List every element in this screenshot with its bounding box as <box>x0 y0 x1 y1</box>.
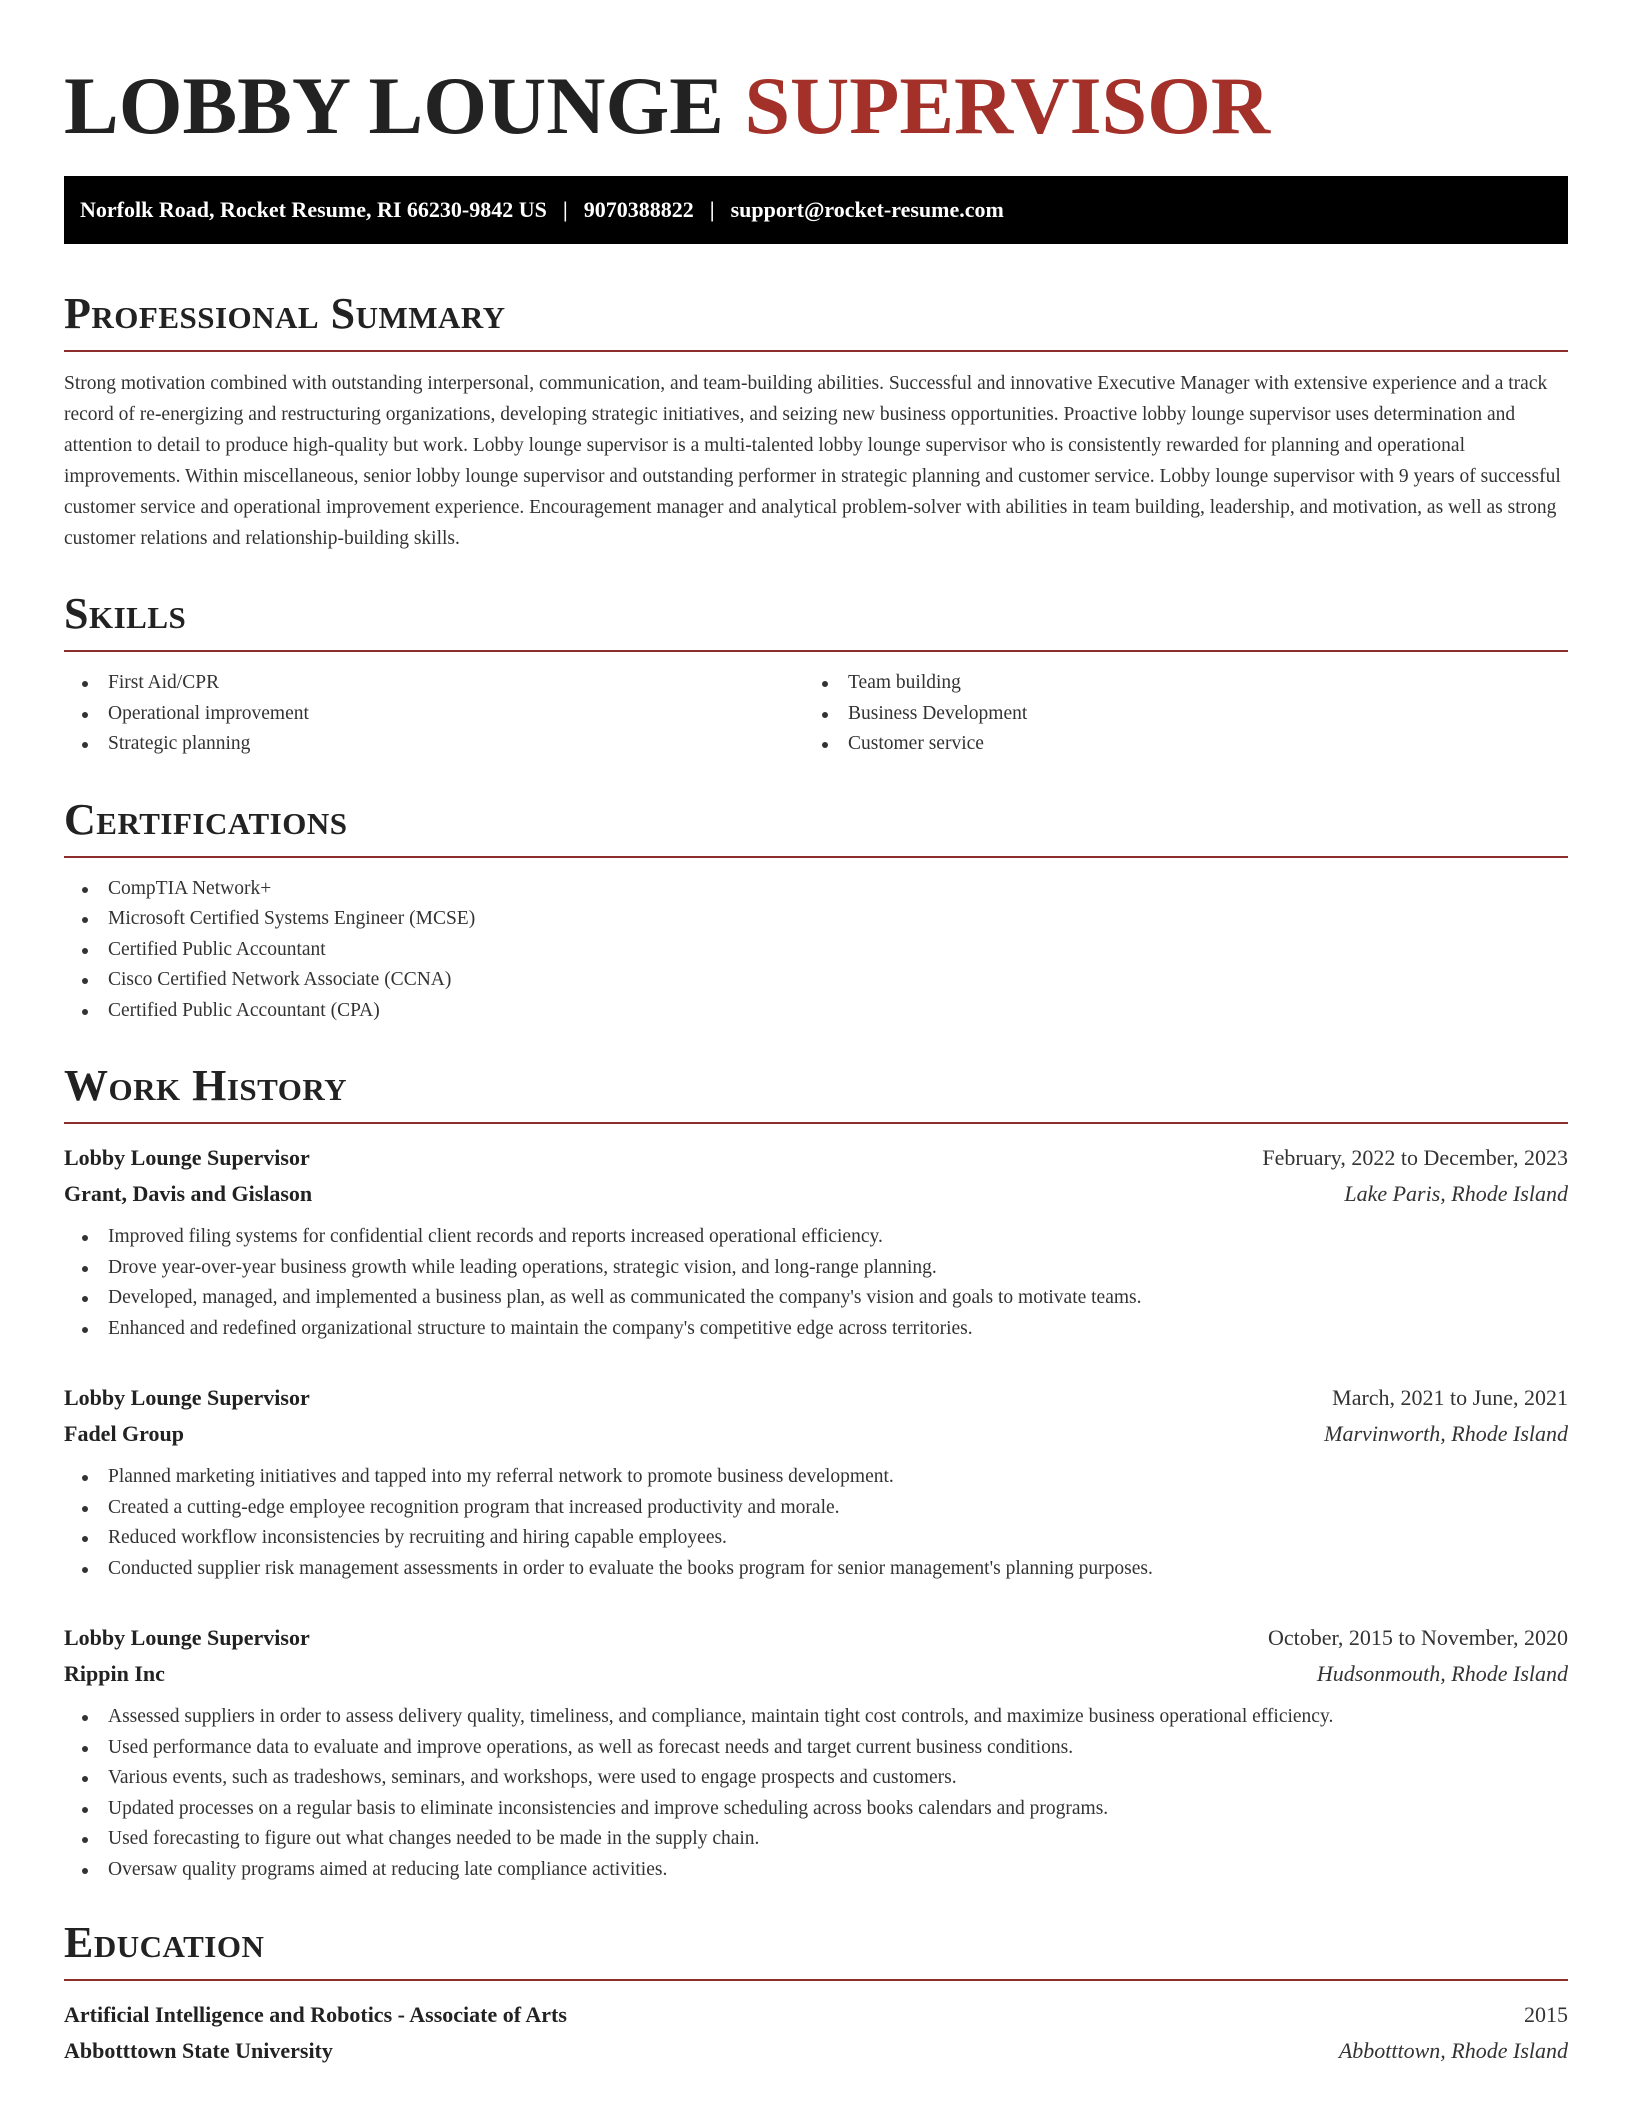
skill-item: Operational improvement <box>64 699 804 730</box>
name-first-part: LOBBY LOUNGE <box>64 60 724 151</box>
job-duty-item: Reduced workflow inconsistencies by recruiting and hiring capable employees. <box>64 1523 1568 1554</box>
section-divider <box>64 650 1568 652</box>
job-duty-item: Created a cutting-edge employee recognition program that increased productivity and morale. <box>64 1493 1568 1524</box>
skills-list-right <box>804 668 1544 760</box>
skill-item: First Aid/CPR <box>64 668 804 699</box>
job-entry <box>64 1140 1568 1344</box>
job-duty-item: Various events, such as tradeshows, seminars, and workshops, were used to engage prospects and customers. <box>64 1763 1568 1794</box>
education-header-row <box>64 1997 1568 2033</box>
job-duty-item: Used forecasting to figure out what changes needed to be made in the supply chain. <box>64 1824 1568 1855</box>
job-company-row <box>64 1656 1568 1692</box>
job-company: Rippin Inc <box>64 1661 165 1686</box>
job-duty-item: Developed, managed, and implemented a business plan, as well as communicated the company's vision and goals to motivate teams. <box>64 1283 1568 1314</box>
job-entry <box>64 1620 1568 1885</box>
job-dates: October, 2015 to November, 2020 <box>1267 1625 1568 1650</box>
job-company-row <box>64 1176 1568 1212</box>
contact-address: Norfolk Road, Rocket Resume, RI 66230-9842 US <box>80 197 547 222</box>
contact-separator: | <box>709 197 715 222</box>
certification-item: Certified Public Accountant <box>64 935 1568 966</box>
certification-item: CompTIA Network+ <box>64 874 1568 905</box>
skills-section <box>64 590 1568 760</box>
certification-item: Microsoft Certified Systems Engineer (MCSE) <box>64 904 1568 935</box>
job-duty-item: Used performance data to evaluate and improve operations, as well as forecast needs and target current business conditions. <box>64 1733 1568 1764</box>
job-company: Grant, Davis and Gislason <box>64 1181 313 1206</box>
job-role: Lobby Lounge Supervisor <box>64 1385 310 1410</box>
job-duties-list <box>64 1702 1568 1885</box>
resume-page <box>64 60 1568 2069</box>
job-duty-item: Improved filing systems for confidential client records and reports increased operational efficiency. <box>64 1222 1568 1253</box>
section-divider <box>64 350 1568 352</box>
summary-text: Strong motivation combined with outstanding interpersonal, communication, and team-building abilities. Successful and innovative Executive Manager with extensive experience and a track record of re-energizing and restructuring organizations, developing strategic initiatives, and seizing new business opportunities. Proactive lobby lounge supervisor uses determination and attention to detail to produce high-quality but work. Lobby lounge supervisor is a multi-talented lobby lounge supervisor who is consistently rewarded for planning and operational improvements. Within miscellaneous, senior lobby lounge supervisor and outstanding performer in strategic planning and customer service. Lobby lounge supervisor with 9 years of successful customer service and operational improvement experience. Encouragement manager and analytical problem-solver with abilities in team building, leadership, and motivation, as well as strong customer relations and relationship-building skills. <box>64 373 1561 549</box>
education-year: 2015 <box>1524 2002 1568 2027</box>
job-duty-item: Conducted supplier risk management assessments in order to evaluate the books program for senior management's planning purposes. <box>64 1554 1568 1585</box>
job-duty-item: Updated processes on a regular basis to eliminate inconsistencies and improve scheduling across books calendars and programs. <box>64 1794 1568 1825</box>
job-duties-list <box>64 1222 1568 1344</box>
job-location: Hudsonmouth, Rhode Island <box>1316 1661 1568 1686</box>
section-title-certifications: Certifications <box>64 794 348 844</box>
education-entry <box>64 1997 1568 2069</box>
work-history-section <box>64 1062 1568 1885</box>
contact-email[interactable]: support@rocket-resume.com <box>730 197 1004 222</box>
job-duty-item: Enhanced and redefined organizational structure to maintain the company's competitive edge across territories. <box>64 1314 1568 1345</box>
job-header-row <box>64 1620 1568 1656</box>
section-divider <box>64 1979 1568 1981</box>
education-section <box>64 1919 1568 2069</box>
job-company: Fadel Group <box>64 1421 185 1446</box>
education-school-row <box>64 2033 1568 2069</box>
education-school: Abbotttown State University <box>64 2038 333 2063</box>
skill-item: Business Development <box>804 699 1544 730</box>
job-duties-list <box>64 1462 1568 1584</box>
skills-list-left <box>64 668 804 760</box>
education-location: Abbotttown, Rhode Island <box>1338 2038 1568 2063</box>
job-header-row <box>64 1380 1568 1416</box>
name-accent-part: SUPERVISOR <box>744 60 1271 151</box>
section-title-education: Education <box>64 1918 265 1967</box>
job-duty-item: Planned marketing initiatives and tapped into my referral network to promote business development. <box>64 1462 1568 1493</box>
skill-item: Customer service <box>804 729 1544 760</box>
education-degree: Artificial Intelligence and Robotics - Associate of Arts <box>64 2002 567 2027</box>
skills-grid <box>64 668 1568 760</box>
job-entry <box>64 1380 1568 1584</box>
section-title-work-history: Work History <box>64 1061 348 1110</box>
certification-item: Cisco Certified Network Associate (CCNA) <box>64 965 1568 996</box>
job-role: Lobby Lounge Supervisor <box>64 1625 310 1650</box>
contact-phone[interactable]: 9070388822 <box>583 197 694 222</box>
job-dates: March, 2021 to June, 2021 <box>1332 1385 1568 1410</box>
job-location: Lake Paris, Rhode Island <box>1344 1181 1568 1206</box>
section-title-summary: Professional Summary <box>64 289 506 338</box>
job-duty-item: Drove year-over-year business growth while leading operations, strategic vision, and long-range planning. <box>64 1253 1568 1284</box>
section-divider <box>64 856 1568 858</box>
section-title-skills: Skills <box>64 589 187 638</box>
section-divider <box>64 1122 1568 1124</box>
job-duty-item: Oversaw quality programs aimed at reducing late compliance activities. <box>64 1855 1568 1886</box>
job-duty-item: Assessed suppliers in order to assess delivery quality, timeliness, and compliance, maintain tight cost controls, and maximize business operational efficiency. <box>64 1702 1568 1733</box>
contact-separator: | <box>562 197 568 222</box>
job-company-row <box>64 1416 1568 1452</box>
job-dates: February, 2022 to December, 2023 <box>1262 1145 1568 1170</box>
resume-name-heading <box>64 60 1568 152</box>
summary-section <box>64 290 1568 554</box>
skill-item: Strategic planning <box>64 729 804 760</box>
job-header-row <box>64 1140 1568 1176</box>
job-location: Marvinworth, Rhode Island <box>1324 1421 1568 1446</box>
skill-item: Team building <box>804 668 1544 699</box>
certifications-list <box>64 874 1568 1027</box>
contact-bar <box>64 176 1568 244</box>
certification-item: Certified Public Accountant (CPA) <box>64 996 1568 1027</box>
job-role: Lobby Lounge Supervisor <box>64 1145 310 1170</box>
certifications-section <box>64 796 1568 1027</box>
